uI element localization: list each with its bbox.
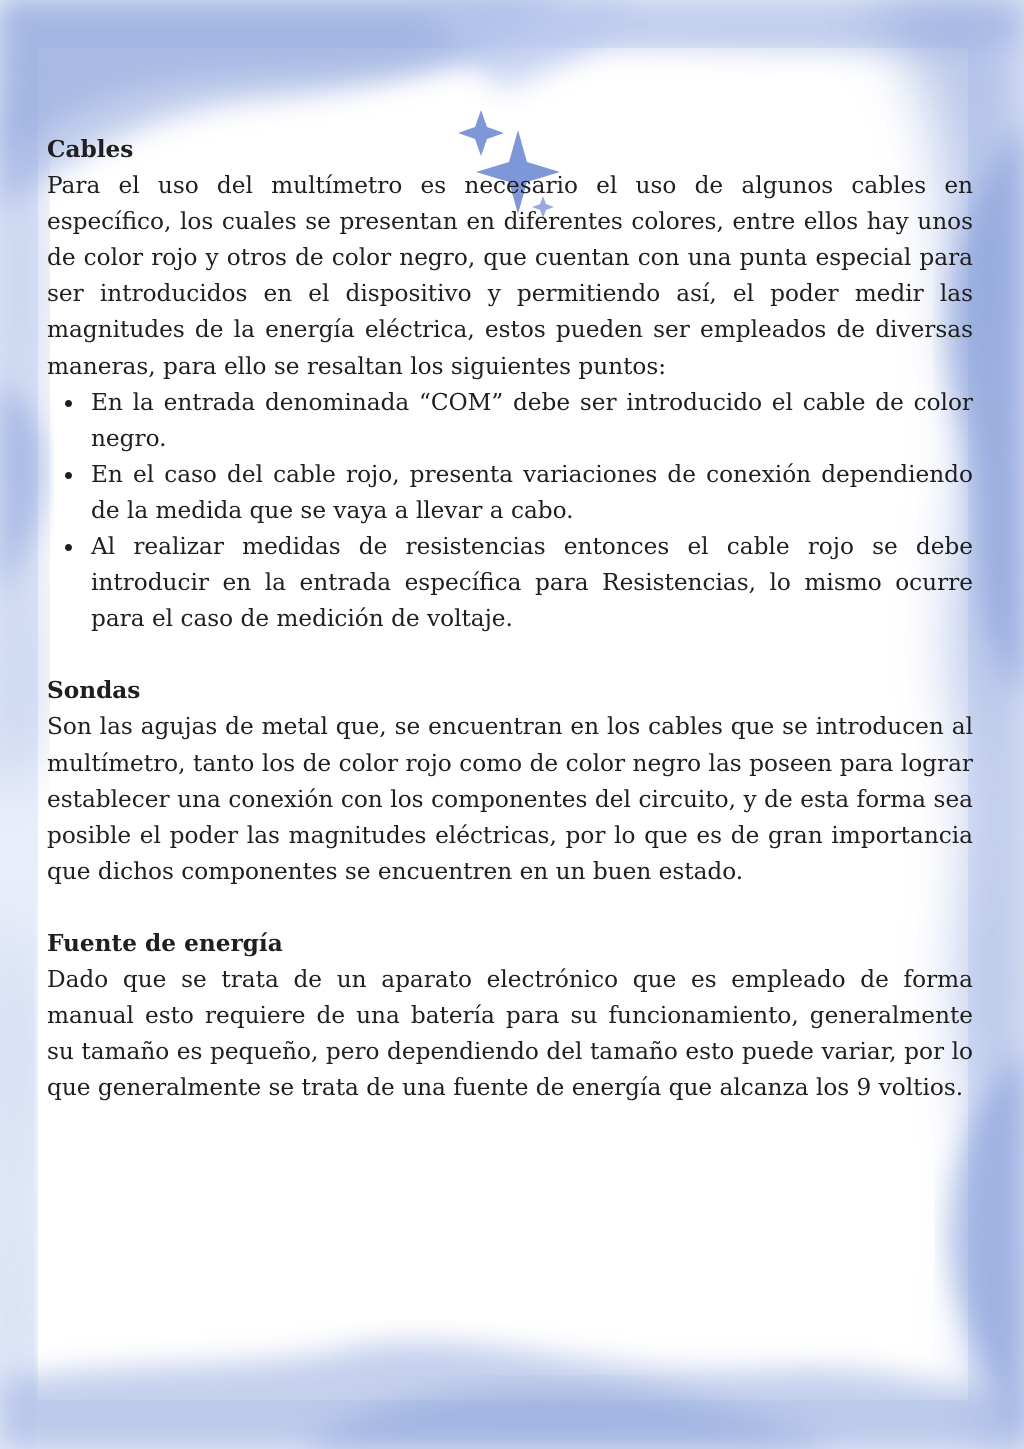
list-item-text: En la entrada denominada “COM” debe ser introducido el cable de color negro. bbox=[91, 388, 973, 452]
list-item bbox=[91, 529, 973, 637]
bullet-icon bbox=[65, 544, 72, 551]
section-paragraph: Son las agujas de metal que, se encuentran en los cables que se introducen al multímetro, tanto los de color rojo como de color negro las poseen para lograr establecer una conexión con los componentes del circuito, y de esta forma sea posible el poder las magnitudes eléctricas, por lo que es de gran importancia que dichos componentes se encuentren en un buen estado. bbox=[47, 713, 973, 885]
section-cables bbox=[47, 132, 973, 637]
section-heading: Cables bbox=[47, 136, 134, 163]
list-item bbox=[91, 457, 973, 529]
section-heading: Sondas bbox=[47, 677, 141, 705]
bullet-list bbox=[47, 385, 973, 638]
section-sondas bbox=[47, 673, 973, 890]
section-heading: Fuente de energía bbox=[47, 929, 283, 957]
bullet-icon bbox=[65, 472, 72, 479]
list-item bbox=[91, 385, 973, 457]
section-paragraph: Dado que se trata de un aparato electrónico que es empleado de forma manual esto requiere de una batería para su funcionamiento, generalmente su tamaño es pequeño, pero dependiendo del tamaño esto puede variar, por lo que generalmente se trata de una fuente de energía que alcanza los 9 voltios. bbox=[47, 965, 973, 1102]
list-item-text: Al realizar medidas de resistencias entonces el cable rojo se debe introducir en la entrada específica para Resistencias, lo mismo ocurre para el caso de medición de voltaje. bbox=[91, 533, 973, 633]
bullet-icon bbox=[65, 400, 72, 407]
section-fuente-de-energia bbox=[47, 926, 973, 1106]
document-body bbox=[47, 132, 973, 1106]
section-paragraph: Para el uso del multímetro es necesario el uso de algunos cables en específico, los cuales se presentan en diferentes colores, entre ellos hay unos de color rojo y otros de color negro, que cuentan con una punta especial para ser introducidos en el dispositivo y permitiendo así, el poder medir las magnitudes de la energía eléctrica, estos pueden ser empleados de diversas maneras, para ello se resaltan los siguientes puntos: bbox=[47, 172, 973, 380]
list-item-text: En el caso del cable rojo, presenta variaciones de conexión dependiendo de la medida que se vaya a llevar a cabo. bbox=[91, 460, 973, 524]
